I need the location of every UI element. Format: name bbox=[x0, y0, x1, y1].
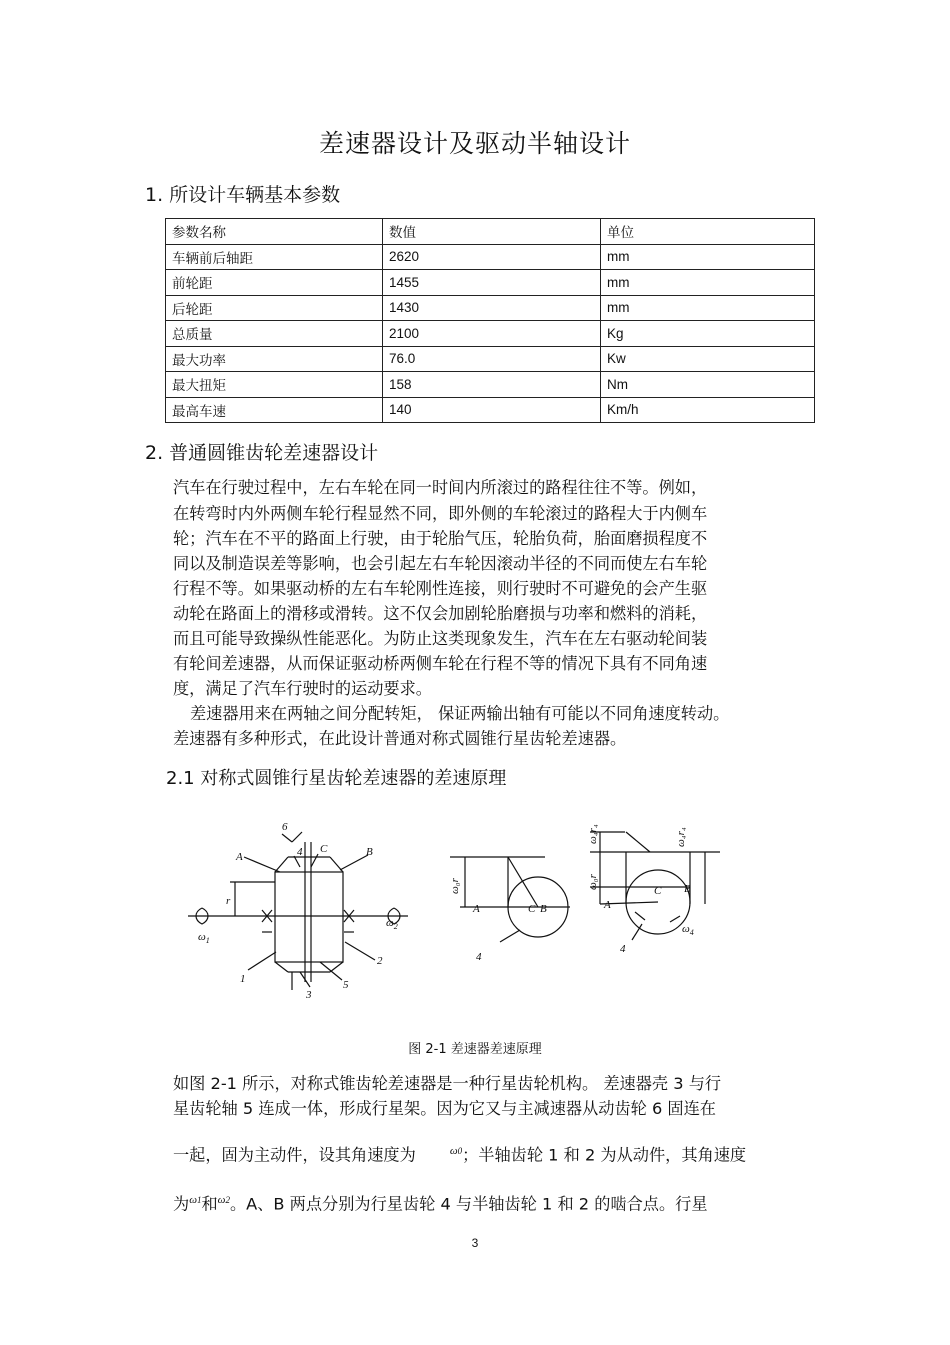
label-C-middle: C bbox=[528, 903, 536, 915]
table-cell: mm bbox=[601, 295, 815, 321]
housing-outline bbox=[275, 872, 343, 962]
table-cell: 最高车速 bbox=[166, 397, 383, 423]
table-cell: Nm bbox=[601, 372, 815, 398]
table-cell: 数值 bbox=[383, 219, 601, 245]
label-1: 1 bbox=[240, 973, 246, 985]
label-omega-1: $\omega_1$ bbox=[198, 931, 210, 945]
table-row bbox=[166, 346, 815, 372]
label-A: A bbox=[236, 851, 243, 863]
label-C-right: C bbox=[654, 885, 662, 897]
table-cell: mm bbox=[601, 270, 815, 296]
table-cell: mm bbox=[601, 244, 815, 270]
label-B-right: B bbox=[684, 883, 691, 895]
para3-line: 如图 2-1 所示，对称式锥齿轮差速器是一种行星齿轮机构。 差速器壳 3 与行 bbox=[173, 1074, 722, 1093]
table-cell: 2100 bbox=[383, 321, 601, 347]
label-omega4-r4-right: ω₄r₄ bbox=[675, 827, 687, 847]
table-cell: 车辆前后轴距 bbox=[166, 244, 383, 270]
table-cell: 158 bbox=[383, 372, 601, 398]
table-cell: 76.0 bbox=[383, 346, 601, 372]
table-row bbox=[166, 321, 815, 347]
para1-line: 动轮在路面上的滑移或滑转。这不仅会加剧轮胎磨损与功率和燃料的消耗， bbox=[173, 604, 708, 623]
table-row bbox=[166, 372, 815, 398]
para1-line: 汽车在行驶过程中，左右车轮在同一时间内所滚过的路程往往不等。例如， bbox=[173, 478, 708, 497]
label-4-right: 4 bbox=[620, 943, 626, 955]
table-cell: 总质量 bbox=[166, 321, 383, 347]
table-cell: Km/h bbox=[601, 397, 815, 423]
para1-line: 度，满足了汽车行驶时的运动要求。 bbox=[173, 679, 432, 698]
differential-diagram bbox=[180, 812, 740, 1002]
table-cell: 单位 bbox=[601, 219, 815, 245]
omega-0: ω0 bbox=[449, 1145, 463, 1157]
table-cell: 参数名称 bbox=[166, 219, 383, 245]
table-row bbox=[166, 270, 815, 296]
table-cell: 140 bbox=[383, 397, 601, 423]
omega-2: ω2 bbox=[217, 1194, 230, 1206]
label-6: 6 bbox=[282, 821, 288, 833]
page-title: 差速器设计及驱动半轴设计 bbox=[318, 129, 631, 158]
label-A-right: A bbox=[604, 899, 611, 911]
label-3: 3 bbox=[306, 989, 312, 1001]
label-omega0-r: ω₀r bbox=[449, 878, 461, 894]
table-cell: Kw bbox=[601, 346, 815, 372]
table-row bbox=[166, 397, 815, 423]
table-header-row bbox=[166, 219, 815, 245]
para3-line: 一起，固为主动件，设其角速度为 $^{\omega 0}$；半轴齿轮 1 和 2 为从动件，其角速度 bbox=[173, 1145, 747, 1165]
label-4-middle: 4 bbox=[476, 951, 482, 963]
table-cell: 前轮距 bbox=[166, 270, 383, 296]
section-2-heading: 2. 普通圆锥齿轮差速器设计 bbox=[145, 442, 379, 464]
label-B-middle: B bbox=[540, 903, 547, 915]
table-cell: 最大扭矩 bbox=[166, 372, 383, 398]
label-omega-2: $\omega_2$ bbox=[386, 917, 398, 931]
label-A-middle: A bbox=[473, 903, 480, 915]
label-2: 2 bbox=[377, 955, 383, 967]
table-cell: 后轮距 bbox=[166, 295, 383, 321]
para3-line: 星齿轮轴 5 连成一体，形成行星架。因为它又与主减速器从动齿轮 6 固连在 bbox=[173, 1099, 716, 1118]
para3-line: 为$^{\omega 1}$和$^{\omega 2}$。A、B 两点分别为行星齿轮 4 与半轴齿轮 1 和 2 的啮合点。行星 bbox=[173, 1194, 708, 1214]
label-C: C bbox=[320, 843, 328, 855]
table-cell: 最大功率 bbox=[166, 346, 383, 372]
para1-line: 而且可能导致操纵性能恶化。为防止这类现象发生，汽车在左右驱动轮间装 bbox=[173, 629, 708, 648]
parameter-table bbox=[165, 218, 815, 423]
label-omega4-r4-left: ω₄r₄ bbox=[587, 824, 599, 844]
table-cell: 1430 bbox=[383, 295, 601, 321]
para2-line: 差速器用来在两轴之间分配转矩， 保证两输出轴有可能以不同角速度转动。 bbox=[190, 704, 730, 723]
label-4: 4 bbox=[297, 846, 303, 858]
figure-caption: 图 2-1 差速器差速原理 bbox=[408, 1042, 542, 1057]
label-omega0-r-right: ω₀r bbox=[587, 874, 599, 890]
omega-1: ω1 bbox=[189, 1194, 202, 1206]
label-omega-4: $\omega_4$ bbox=[682, 923, 694, 937]
para1-line: 有轮间差速器，从而保证驱动桥两侧车轮在行程不等的情况下具有不同角速 bbox=[173, 654, 708, 673]
table-row bbox=[166, 244, 815, 270]
para1-line: 在转弯时内外两侧车轮行程显然不同，即外侧的车轮滚过的路程大于内侧车 bbox=[173, 504, 708, 523]
section-2-1-heading: 2.1 对称式圆锥行星齿轮差速器的差速原理 bbox=[166, 768, 507, 789]
para1-line: 同以及制造误差等影响，也会引起左右车轮因滚动半径的不同而使左右车轮 bbox=[173, 554, 708, 573]
label-r: r bbox=[226, 895, 231, 907]
table-row bbox=[166, 295, 815, 321]
table-cell: 2620 bbox=[383, 244, 601, 270]
label-B: B bbox=[366, 846, 373, 858]
table-cell: Kg bbox=[601, 321, 815, 347]
para1-line: 行程不等。如果驱动桥的左右车轮刚性连接，则行驶时不可避免的会产生驱 bbox=[173, 579, 708, 598]
page-number: 3 bbox=[471, 1236, 479, 1250]
section-1-heading: 1. 所设计车辆基本参数 bbox=[145, 184, 341, 206]
table-cell: 1455 bbox=[383, 270, 601, 296]
para1-line: 轮；汽车在不平的路面上行驶，由于轮胎气压，轮胎负荷，胎面磨损程度不 bbox=[173, 529, 708, 548]
para2-line: 差速器有多种形式，在此设计普通对称式圆锥行星齿轮差速器。 bbox=[173, 729, 627, 748]
label-5: 5 bbox=[343, 979, 349, 991]
